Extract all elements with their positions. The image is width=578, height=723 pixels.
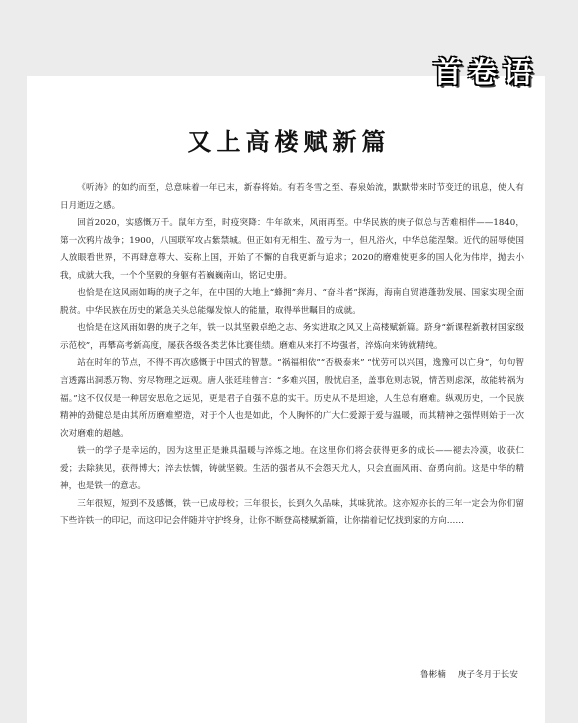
signature: [420, 671, 518, 680]
article-body: [60, 180, 524, 531]
paragraph: 回首2020，实感慨万千。鼠年方至，时疫突降：牛年欲来，风雨再至。中华民族的庚子似总与苦难相伴——1840，第一次鸦片战争；1900，八国联军攻占紫禁城。但正如有无相生、盈亏为一，但凡浴火，中华总能涅槃。近代的屈辱使国人放眼看世界，不再肆意尊大、妄称上国，开始了不懈的自我更新与追求；2020的磨难使更多的国人化为伟岸，抛去小我，成就大我，一个个坚毅的身躯有若巍巍南山，铭记史册。: [60, 218, 524, 281]
paragraph: 也恰是在这风雨如磐的庚子之年，铁一以其坚毅卓绝之志、务实进取之风又上高楼赋新篇。跻身“新课程新教材国家级示范校”，再攀高考新高度，屡获各级各类艺体比赛佳绩。磨难从来打不垮强者，淬炼向来铸就精纯。: [60, 323, 524, 351]
paragraph: 《听涛》的如约而至，总意味着一年已末，新春将始。有若冬雪之至、春泉始流，默默带来时节变迁的讯息，使人有日月逝迈之感。: [60, 183, 524, 211]
paragraph: 铁一的学子是幸运的，因为这里正是兼具温暖与淬炼之地。在这里你们将会获得更多的成长——褪去冷漠，收获仁爱；去除狭见，获得博大；淬去怯懦，铸就坚毅。生活的强者从不会怨天尤人，只会直面风雨、奋勇向前。这是中华的精神，也是铁一的意志。: [60, 446, 524, 492]
paragraph: 也恰是在这风雨如晦的庚子之年，在中国的大地上“蜂拥”奔月、“奋斗者”探海，海南自贸港蓬勃发展、国家实现全面脱贫。中华民族在历史的紧急关头总能爆发惊人的能量，取得举世瞩目的成就。: [60, 288, 524, 316]
signature-author: 鲁彬楠: [420, 670, 446, 680]
section-banner: 首卷语: [432, 55, 538, 89]
paragraph: 三年很短，短到不及感慨，铁一已成母校；三年很长，长到久久品味，其味犹浓。这亦短亦长的三年一定会为你们留下些许铁一的印记，而这印记会伴随并守护终身，让你不断登高楼赋新篇，让你揣着记忆找到家的方向……: [60, 498, 524, 527]
signature-date: 庚子冬月于长安: [457, 670, 518, 680]
paragraph: 站在时年的节点，不得不再次感慨于中国式的智慧。“祸福相依”“否极泰来” “忧劳可以兴国，逸豫可以亡身”，句句智言透露出洞悉万物、穷尽物理之远观。唐人张廷珪曾言：“多难兴国，殷忧启圣，盖事危则志锐，情苦则虑深，故能转祸为福。”这不仅仅是一种居安思危之远见，更是君子自强不息的实干。历史从不是坦途，人生总有磨难。纵观历史，一个民族精神的劲健总是由其所历磨难塑造，对于个人也是如此，个人胸怀的广大仁爱源于爱与温暖，而其精神之强悍则始于一次次对磨难的超越。: [60, 358, 524, 439]
page-title: 又上高楼赋新篇: [187, 127, 391, 156]
